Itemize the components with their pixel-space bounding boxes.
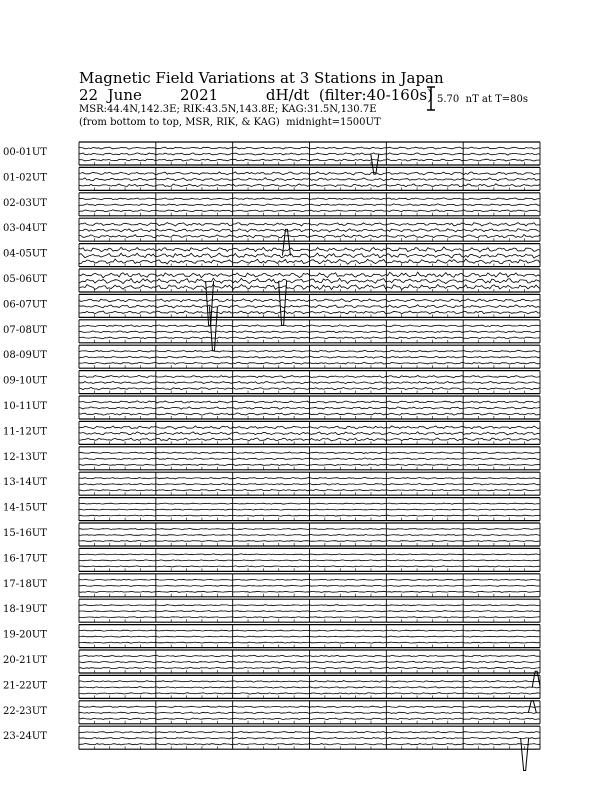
spike-mark	[521, 738, 529, 770]
row-label: 16-17UT	[3, 553, 47, 565]
row-label: 11-12UT	[3, 426, 47, 438]
row-label: 23-24UT	[3, 731, 47, 743]
row-label: 14-15UT	[3, 502, 47, 514]
row-label: 13-14UT	[3, 477, 47, 489]
row-label: 04-05UT	[3, 248, 47, 260]
row-label: 05-06UT	[3, 274, 47, 285]
row-label: 00-01UT	[3, 147, 47, 158]
date-month: June	[107, 86, 142, 104]
row-label: 22-23UT	[3, 705, 47, 717]
spike-mark	[209, 306, 217, 350]
row-label: 12-13UT	[3, 451, 47, 463]
date-day: 22	[79, 86, 99, 104]
chart-title: Magnetic Field Variations at 3 Stations in Japan	[79, 69, 444, 87]
row-label: 19-20UT	[3, 629, 47, 641]
spike-mark	[371, 154, 379, 174]
spike-mark	[282, 229, 290, 255]
row-label: 10-11UT	[3, 401, 47, 412]
spike-mark	[532, 671, 540, 687]
row-label: 21-22UT	[3, 680, 47, 692]
station-order-note: (from bottom to top, MSR, RIK, & KAG)	[79, 117, 280, 128]
quantity-label: dH/dt	[265, 86, 310, 104]
midnight-note: midnight=1500UT	[286, 117, 381, 128]
row-label: 15-16UT	[3, 528, 47, 539]
row-label: 17-18UT	[3, 578, 47, 590]
row-label: 01-02UT	[3, 172, 47, 184]
row-label: 06-07UT	[3, 299, 47, 311]
row-label: 02-03UT	[3, 197, 47, 209]
filter-label: (filter:40-160s)	[318, 86, 433, 104]
row-label: 18-19UT	[3, 604, 47, 616]
row-label: 09-10UT	[3, 375, 47, 387]
row-label: 20-21UT	[3, 655, 47, 666]
scale-bar-label: 5.70 nT at T=80s	[437, 94, 528, 105]
row-label: 03-04UT	[3, 223, 47, 235]
date-year: 2021	[180, 86, 219, 104]
station-coordinates: MSR:44.4N,142.3E; RIK:43.5N,143.8E; KAG:31.5N,130.7E	[79, 104, 377, 115]
row-label: 08-09UT	[3, 350, 47, 362]
row-label: 07-08UT	[3, 324, 47, 336]
